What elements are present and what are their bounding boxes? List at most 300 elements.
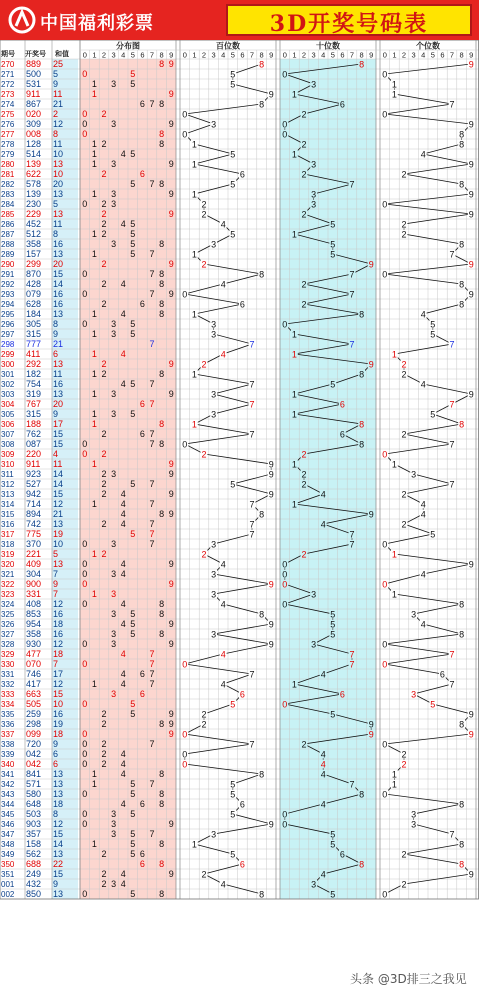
hundreds-digit: 5 — [230, 179, 236, 190]
hundreds-digit: 5 — [230, 789, 236, 800]
sum-cell: 13 — [53, 389, 64, 400]
number-cell: 008 — [26, 129, 42, 140]
sum-cell: 7 — [53, 659, 59, 670]
digit-header: 3 — [211, 50, 216, 60]
units-digit: 0 — [382, 739, 388, 750]
period-cell: 276 — [1, 120, 15, 130]
hundreds-digit: 0 — [182, 289, 188, 300]
hundreds-digit: 7 — [249, 519, 255, 530]
units-digit: 8 — [459, 859, 465, 870]
units-digit: 0 — [382, 889, 388, 900]
number-cell: 911 — [26, 459, 41, 470]
distribution-digit: 8 — [159, 599, 165, 610]
digit-header: 5 — [130, 50, 135, 60]
period-cell: 271 — [1, 70, 15, 80]
period-cell: 285 — [1, 210, 15, 220]
period-cell: 289 — [1, 250, 15, 260]
tens-digit: 2 — [301, 139, 307, 150]
period-cell: 284 — [1, 200, 15, 210]
number-cell: 742 — [26, 519, 42, 530]
number-cell: 777 — [26, 339, 42, 350]
tens-digit: 8 — [359, 439, 365, 450]
distribution-digit: 1 — [91, 189, 97, 200]
distribution-digit: 7 — [149, 249, 155, 260]
tens-digit: 0 — [282, 809, 288, 820]
units-digit: 5 — [430, 319, 436, 330]
distribution-digit: 6 — [139, 689, 145, 700]
sum-cell: 21 — [53, 509, 64, 520]
distribution-digit: 2 — [101, 759, 107, 770]
tens-digit: 4 — [320, 489, 326, 500]
distribution-digit: 3 — [111, 159, 117, 170]
hundreds-digit: 7 — [249, 529, 255, 540]
distribution-digit: 8 — [159, 859, 165, 870]
distribution-digit: 4 — [120, 869, 126, 880]
units-digit: 8 — [459, 419, 465, 430]
lottery-logo-icon — [8, 6, 36, 34]
digit-header: 2 — [101, 50, 107, 60]
distribution-digit: 2 — [101, 849, 107, 860]
number-cell: 188 — [26, 419, 42, 430]
hundreds-digit: 0 — [182, 759, 188, 770]
distribution-digit: 2 — [101, 219, 107, 230]
number-cell: 923 — [26, 469, 42, 480]
distribution-digit: 0 — [82, 639, 88, 650]
tens-digit: 5 — [330, 619, 336, 630]
hundreds-digit: 4 — [220, 599, 226, 610]
distribution-digit: 8 — [159, 839, 165, 850]
hundreds-digit: 4 — [220, 559, 226, 570]
number-cell: 230 — [26, 199, 42, 210]
period-cell: 281 — [1, 170, 15, 180]
tens-digit: 0 — [282, 119, 288, 130]
tens-digit: 5 — [330, 219, 336, 230]
sum-cell: 16 — [53, 289, 64, 300]
digit-header: 5 — [430, 50, 435, 60]
hundreds-digit: 6 — [239, 169, 245, 180]
number-cell: 315 — [26, 409, 42, 420]
units-digit: 7 — [449, 99, 455, 110]
distribution-digit: 7 — [149, 739, 155, 750]
units-digit: 2 — [401, 359, 407, 370]
distribution-digit: 7 — [149, 539, 155, 550]
digit-header: 6 — [340, 50, 345, 60]
distribution-digit: 7 — [149, 289, 155, 300]
distribution-digit: 3 — [111, 829, 117, 840]
distribution-digit: 1 — [91, 369, 97, 380]
digit-header: 5 — [230, 50, 235, 60]
distribution-digit: 9 — [168, 719, 174, 730]
distribution-digit: 7 — [149, 669, 155, 680]
period-cell: 303 — [1, 390, 15, 400]
hundreds-digit: 0 — [182, 129, 188, 140]
tens-digit: 0 — [282, 319, 288, 330]
period-cell: 306 — [1, 420, 15, 430]
sum-cell: 15 — [53, 269, 64, 280]
sum-cell: 18 — [53, 799, 64, 810]
hundreds-digit: 0 — [182, 439, 188, 450]
hundreds-digit: 4 — [220, 279, 226, 290]
hundreds-digit: 5 — [230, 69, 236, 80]
sum-cell: 14 — [53, 839, 64, 850]
distribution-digit: 5 — [130, 619, 136, 630]
digit-header: 7 — [249, 50, 255, 60]
sum-cell: 9 — [53, 579, 59, 590]
distribution-digit: 1 — [91, 159, 97, 170]
distribution-digit: 3 — [111, 409, 117, 420]
units-digit: 1 — [391, 779, 397, 790]
sum-cell: 8 — [53, 809, 59, 820]
units-digit: 7 — [449, 649, 455, 660]
distribution-digit: 5 — [130, 319, 136, 330]
sum-cell: 15 — [53, 429, 64, 440]
period-cell: 315 — [1, 510, 15, 520]
tens-digit: 2 — [301, 449, 307, 460]
tens-digit: 1 — [291, 679, 297, 690]
digit-header: 9 — [269, 50, 274, 60]
period-cell: 322 — [1, 580, 15, 590]
distribution-digit: 8 — [159, 309, 165, 320]
digit-header: 1 — [92, 50, 97, 60]
units-digit: 4 — [420, 499, 426, 510]
period-cell: 270 — [1, 60, 15, 70]
hundreds-digit: 1 — [191, 419, 197, 430]
hundreds-digit: 0 — [182, 109, 188, 120]
digit-header: 9 — [369, 50, 374, 60]
hundreds-digit: 3 — [211, 589, 217, 600]
number-cell: 894 — [26, 509, 42, 520]
header-banner — [0, 0, 479, 40]
tens-digit: 6 — [339, 399, 345, 410]
period-cell: 283 — [1, 190, 15, 200]
distribution-digit: 2 — [101, 229, 107, 240]
period-cell: 313 — [1, 490, 15, 500]
distribution-digit: 9 — [168, 579, 174, 590]
distribution-digit: 3 — [111, 629, 117, 640]
units-digit: 1 — [391, 459, 397, 470]
period-cell: 282 — [1, 180, 15, 190]
units-digit: 0 — [382, 69, 388, 80]
period-cell: 333 — [1, 690, 15, 700]
number-cell: 841 — [26, 769, 42, 780]
distribution-digit: 2 — [101, 709, 107, 720]
tens-digit: 0 — [282, 599, 288, 610]
units-digit: 5 — [430, 529, 436, 540]
distribution-digit: 7 — [149, 339, 155, 350]
units-digit: 9 — [468, 259, 474, 270]
distribution-digit: 1 — [91, 139, 97, 150]
units-digit: 1 — [391, 79, 397, 90]
distribution-digit: 5 — [130, 529, 136, 540]
distribution-digit: 6 — [139, 859, 145, 870]
tens-digit: 9 — [368, 509, 374, 520]
units-digit: 2 — [401, 879, 407, 890]
sum-cell: 17 — [53, 669, 64, 680]
distribution-digit: 1 — [91, 329, 97, 340]
number-cell: 305 — [26, 319, 42, 330]
period-cell: 321 — [1, 570, 15, 580]
distribution-digit: 5 — [130, 149, 136, 160]
distribution-digit: 0 — [82, 729, 88, 740]
period-cell: 339 — [1, 750, 15, 760]
tens-digit: 6 — [339, 99, 345, 110]
tens-digit: 7 — [349, 649, 355, 660]
hundreds-digit: 9 — [268, 579, 274, 590]
hundreds-digit: 3 — [211, 539, 217, 550]
number-cell: 767 — [26, 399, 42, 410]
distribution-digit: 7 — [149, 479, 155, 490]
distribution-digit: 7 — [149, 519, 155, 530]
sum-cell: 2 — [53, 109, 59, 120]
distribution-digit: 7 — [149, 779, 155, 790]
digit-header: 2 — [301, 50, 307, 60]
tens-digit: 5 — [330, 249, 336, 260]
tens-digit: 8 — [359, 59, 365, 70]
tens-digit: 9 — [368, 259, 374, 270]
period-cell: 278 — [1, 140, 15, 150]
period-cell: 347 — [1, 830, 15, 840]
distribution-digit: 4 — [120, 309, 126, 320]
sum-cell: 22 — [53, 859, 64, 870]
distribution-digit: 0 — [82, 269, 88, 280]
hundreds-digit: 4 — [220, 349, 226, 360]
tens-digit: 3 — [311, 879, 317, 890]
distribution-digit: 6 — [139, 299, 145, 310]
sum-cell: 18 — [53, 729, 64, 740]
hundreds-digit: 5 — [230, 699, 236, 710]
header-distribution: 分布图 — [116, 40, 140, 51]
number-cell: 304 — [26, 569, 42, 580]
digit-header: 4 — [121, 50, 126, 60]
distribution-digit: 0 — [82, 569, 88, 580]
digit-header: 5 — [330, 50, 335, 60]
sum-cell: 8 — [53, 229, 59, 240]
units-digit: 9 — [468, 289, 474, 300]
tens-digit: 2 — [301, 549, 307, 560]
units-digit: 4 — [420, 149, 426, 160]
sum-cell: 13 — [53, 209, 64, 220]
distribution-digit: 8 — [159, 609, 165, 620]
tens-digit: 3 — [311, 159, 317, 170]
units-digit: 9 — [468, 729, 474, 740]
period-cell: 329 — [1, 650, 15, 660]
number-cell: 648 — [26, 799, 42, 810]
number-cell: 220 — [26, 449, 42, 460]
tens-digit: 2 — [301, 299, 307, 310]
distribution-digit: 3 — [111, 329, 117, 340]
sum-cell: 12 — [53, 499, 64, 510]
sum-cell: 6 — [53, 759, 59, 770]
hundreds-digit: 9 — [268, 819, 274, 830]
sum-cell: 14 — [53, 479, 64, 490]
distribution-digit: 2 — [101, 549, 107, 560]
distribution-digit: 0 — [82, 449, 88, 460]
hundreds-digit: 9 — [268, 89, 274, 100]
hundreds-digit: 7 — [249, 499, 255, 510]
units-digit: 9 — [468, 389, 474, 400]
units-digit: 4 — [420, 309, 426, 320]
distribution-digit: 8 — [159, 439, 165, 450]
period-cell: 310 — [1, 460, 15, 470]
tens-digit: 3 — [311, 189, 317, 200]
distribution-digit: 9 — [168, 559, 174, 570]
hundreds-digit: 1 — [191, 159, 197, 170]
hundreds-digit: 0 — [182, 659, 188, 670]
distribution-digit: 9 — [168, 259, 174, 270]
sum-cell: 13 — [53, 309, 64, 320]
distribution-digit: 4 — [120, 489, 126, 500]
sum-cell: 16 — [53, 709, 64, 720]
number-cell: 930 — [26, 639, 42, 650]
number-cell: 229 — [26, 209, 42, 220]
digit-header: 1 — [392, 50, 397, 60]
number-cell: 870 — [26, 269, 42, 280]
tens-digit: 3 — [311, 639, 317, 650]
hundreds-digit: 2 — [201, 259, 207, 270]
number-cell: 070 — [26, 659, 42, 670]
title-box — [226, 4, 472, 36]
hundreds-digit: 2 — [201, 709, 207, 720]
period-cell: 295 — [1, 310, 15, 320]
distribution-digit: 1 — [91, 409, 97, 420]
distribution-digit: 0 — [82, 69, 88, 80]
period-cell: 325 — [1, 610, 15, 620]
sum-cell: 9 — [53, 739, 59, 750]
tens-digit: 7 — [349, 339, 355, 350]
distribution-digit: 4 — [120, 559, 126, 570]
tens-digit: 5 — [330, 239, 336, 250]
distribution-digit: 5 — [130, 849, 136, 860]
hundreds-digit: 5 — [230, 849, 236, 860]
number-cell: 158 — [26, 839, 42, 850]
distribution-digit: 2 — [101, 869, 107, 880]
units-digit: 7 — [449, 439, 455, 450]
hundreds-digit: 0 — [182, 729, 188, 740]
tens-digit: 4 — [320, 519, 326, 530]
distribution-digit: 3 — [111, 79, 117, 90]
sum-cell: 8 — [53, 129, 59, 140]
number-cell: 452 — [26, 219, 42, 230]
sum-cell: 15 — [53, 689, 64, 700]
distribution-digit: 9 — [168, 289, 174, 300]
distribution-digit: 9 — [168, 159, 174, 170]
distribution-digit: 7 — [149, 269, 155, 280]
number-cell: 562 — [26, 849, 42, 860]
units-digit: 8 — [459, 139, 465, 150]
distribution-digit: 4 — [120, 599, 126, 610]
distribution-digit: 0 — [82, 579, 88, 590]
distribution-digit: 1 — [91, 459, 97, 470]
sum-cell: 5 — [53, 199, 59, 210]
number-cell: 357 — [26, 829, 42, 840]
sum-cell: 18 — [53, 649, 64, 660]
tens-digit: 5 — [330, 379, 336, 390]
tens-digit: 5 — [330, 829, 336, 840]
number-cell: 942 — [26, 489, 42, 500]
distribution-digit: 5 — [130, 779, 136, 790]
distribution-digit: 8 — [159, 369, 165, 380]
tens-digit: 4 — [320, 769, 326, 780]
distribution-digit: 2 — [101, 479, 107, 490]
period-cell: 309 — [1, 450, 15, 460]
distribution-digit: 8 — [159, 179, 165, 190]
distribution-digit: 4 — [120, 619, 126, 630]
period-cell: 307 — [1, 430, 15, 440]
distribution-digit: 0 — [82, 659, 88, 670]
digit-header: 4 — [321, 50, 326, 60]
number-cell: 432 — [26, 879, 42, 890]
tens-digit: 5 — [330, 709, 336, 720]
tens-digit: 0 — [282, 129, 288, 140]
distribution-digit: 7 — [149, 529, 155, 540]
digit-header: 8 — [359, 50, 364, 60]
sum-cell: 20 — [53, 259, 64, 270]
tens-digit: 0 — [282, 819, 288, 830]
distribution-digit: 4 — [120, 279, 126, 290]
distribution-digit: 4 — [120, 759, 126, 770]
period-cell: 302 — [1, 380, 15, 390]
units-digit: 2 — [401, 489, 407, 500]
distribution-digit: 2 — [101, 209, 107, 220]
distribution-digit: 2 — [101, 489, 107, 500]
period-cell: 308 — [1, 440, 15, 450]
tens-digit: 1 — [291, 459, 297, 470]
distribution-digit: 1 — [91, 679, 97, 690]
period-cell: 337 — [1, 730, 15, 740]
distribution-digit: 4 — [120, 749, 126, 760]
distribution-digit: 5 — [130, 609, 136, 620]
hundreds-digit: 3 — [211, 319, 217, 330]
distribution-digit: 5 — [130, 479, 136, 490]
number-cell: 867 — [26, 99, 42, 110]
hundreds-digit: 2 — [201, 719, 207, 730]
distribution-digit: 4 — [120, 569, 126, 580]
digit-header: 0 — [182, 50, 187, 60]
distribution-digit: 5 — [130, 699, 136, 710]
tens-digit: 0 — [282, 699, 288, 710]
distribution-digit: 3 — [111, 879, 117, 890]
distribution-digit: 9 — [168, 89, 174, 100]
sum-cell: 9 — [53, 329, 59, 340]
units-digit: 1 — [391, 549, 397, 560]
distribution-digit: 7 — [149, 179, 155, 190]
number-cell: 370 — [26, 539, 42, 550]
number-cell: 954 — [26, 619, 42, 630]
distribution-digit: 1 — [91, 549, 97, 560]
distribution-digit: 0 — [82, 539, 88, 550]
distribution-digit: 0 — [82, 109, 88, 120]
distribution-digit: 4 — [120, 519, 126, 530]
hundreds-digit: 7 — [249, 399, 255, 410]
distribution-digit: 4 — [120, 879, 126, 890]
number-cell: 580 — [26, 789, 42, 800]
units-digit: 3 — [411, 819, 417, 830]
distribution-digit: 3 — [111, 119, 117, 130]
distribution-digit: 9 — [168, 119, 174, 130]
distribution-digit: 2 — [101, 719, 107, 730]
tens-digit: 1 — [291, 389, 297, 400]
units-digit: 7 — [449, 829, 455, 840]
sum-cell: 25 — [53, 59, 64, 70]
number-cell: 527 — [26, 479, 42, 490]
distribution-digit: 1 — [91, 389, 97, 400]
distribution-digit: 8 — [159, 799, 165, 810]
distribution-digit: 4 — [120, 679, 126, 690]
period-cell: 316 — [1, 520, 15, 530]
sum-cell: 12 — [53, 599, 64, 610]
tens-digit: 2 — [301, 209, 307, 220]
sum-cell: 14 — [53, 469, 64, 480]
